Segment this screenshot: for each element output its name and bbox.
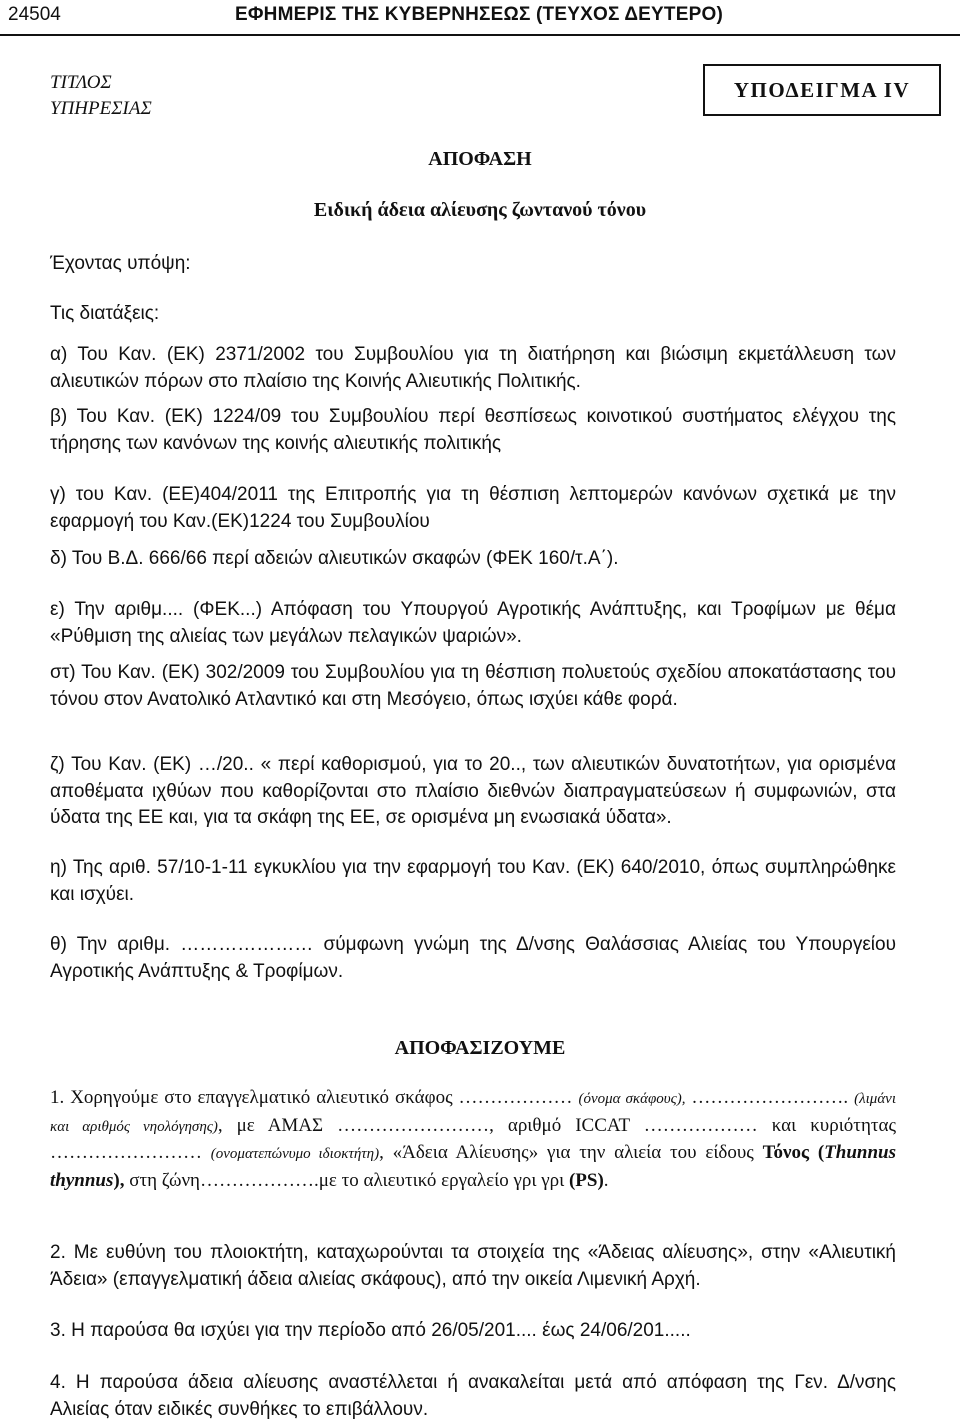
- item1-text-a: 1. Χορηγούμε στο επαγγελματικό αλιευτικό σκάφος ………………: [50, 1087, 579, 1108]
- item1-gear: (PS): [568, 1169, 604, 1191]
- provision-th: θ) Την αριθμ. ………………… σύμφωνη γνώμη της Δ/νσης Θαλάσσιας Αλιείας του Υπουργείου Αγροτικής Ανάπτυξης & Τροφίμων.: [50, 934, 896, 982]
- we-decide-heading: ΑΠΟΦΑΣΙΖΟΥΜΕ: [394, 1037, 566, 1059]
- sample-label-box: [703, 64, 941, 116]
- decision-subtitle: Ειδική άδεια αλίευσης ζωντανού τόνου: [313, 199, 647, 221]
- gazette-title: ΕΦΗΜΕΡΙΣ ΤΗΣ ΚΥΒΕΡΝΗΣΕΩΣ (ΤΕΥΧΟΣ ΔΕΥΤΕΡΟ): [235, 4, 723, 25]
- item1-end: .: [603, 1169, 609, 1191]
- page-number: 24504: [8, 4, 61, 25]
- item-4: 4. Η παρούσα άδεια αλίευσης αναστέλλεται ή ανακαλείται μετά από απόφαση της Γεν. Δ/νσης Αλιείας όταν ειδικές συνθήκες το επιβάλλουν.: [50, 1372, 896, 1420]
- item1-note-port: (λιμάνι και αριθμός νηολόγησης): [50, 1091, 897, 1135]
- item1-text-b: …………………….: [691, 1087, 855, 1108]
- item1-text-d: , «Άδεια Αλίευσης» για την αλιεία του είδους: [379, 1142, 763, 1163]
- service-title: [50, 70, 152, 122]
- item1-species: Τόνος: [762, 1142, 810, 1163]
- item-2: 2. Με ευθύνη του πλοιοκτήτη, καταχωρούνται τα στοιχεία της «Άδειας αλίευσης», στην «Αλιευτική Άδεια» (επαγγελματική άδεια αλιείας σκάφους), από την οικεία Λιμενική Αρχή.: [50, 1242, 896, 1290]
- provision-e: ε) Την αριθμ.... (ΦΕΚ...) Απόφαση του Υπουργού Αγροτικής Ανάπτυξης, και Τροφίμων με θέμα «Ρύθμιση της αλιείας των μεγάλων πελαγικών ψαριών».: [50, 599, 896, 647]
- service-title-line2: ΥΠΗΡΕΣΙΑΣ: [50, 98, 152, 119]
- provision-c: γ) του Καν. (ΕΕ)404/2011 της Επιτροπής για τη θέσπιση λεπτομερών κανόνων σχετικά με την εφαρμογή του Καν.(ΕΚ)1224 του Συμβουλίου: [50, 484, 896, 532]
- header-rule: [0, 34, 960, 36]
- provision-b: β) Του Καν. (ΕΚ) 1224/09 του Συμβουλίου περί θεσπίσεως κοινοτικού συστήματος ελέγχου της τήρησης των κανόνων της κοινής αλιευτικής πολιτικής: [50, 406, 896, 454]
- provision-z: ζ) Του Καν. (ΕΚ) …/20.. « περί καθορισμού, για το 20.., των αλιευτικών δυνατοτήτων, για ορισμένα αποθέματα ιχθύων που καθορίζονται στο πλαίσιο διεθνών διαπραγματεύσεων ή συμφωνιών, στα ύδατα της ΕΕ και, για τα σκάφη της ΕΕ, σε ορισμένα μη ενωσιακά ύδατα».: [50, 754, 896, 828]
- item-3: 3. Η παρούσα θα ισχύει για την περίοδο από 26/05/201.... έως 24/06/201.....: [50, 1320, 691, 1341]
- provision-h: η) Της αριθ. 57/10-1-11 εγκυκλίου για την εφαρμογή του Καν. (ΕΚ) 640/2010, όπως συμπληρώθηκε και ισχύει.: [50, 857, 896, 905]
- item1-text-e: στη ζώνη……………….με το αλιευτικό εργαλείο γρι γρι: [124, 1169, 569, 1191]
- item1-note-owner: (ονοματεπώνυμο ιδιοκτήτη): [210, 1146, 380, 1162]
- item1-latin-name: Thunnus thynnus: [50, 1142, 896, 1191]
- provision-a: α) Του Καν. (ΕΚ) 2371/2002 του Συμβουλίου για τη διατήρηση και βιώσιμη εκμετάλλευση των αλιευτικών πόρων στο πλαίσιο της Κοινής Αλιευτικής Πολιτικής.: [50, 344, 896, 392]
- provisions-label: Τις διατάξεις:: [50, 303, 160, 324]
- provision-d: δ) Του Β.Δ. 666/66 περί αδειών αλιευτικών σκαφών (ΦΕΚ 160/τ.Α΄).: [50, 548, 619, 569]
- item-1: [50, 1085, 896, 1194]
- provision-st: στ) Του Καν. (ΕΚ) 302/2009 του Συμβουλίου για τη θέσπιση πολυετούς σχεδίου αποκατάστασης του τόνου στον Ανατολικό Ατλαντικό και στη Μεσόγειο, όπως ισχύει κάθε φορά.: [50, 662, 896, 710]
- item1-latin-open: (: [809, 1142, 825, 1163]
- having-regard: Έχοντας υπόψη:: [50, 253, 191, 274]
- decision-title: ΑΠΟΦΑΣΗ: [428, 148, 532, 170]
- service-title-line1: ΤΙΤΛΟΣ: [50, 72, 112, 93]
- item1-note-vessel: (όνομα σκάφους),: [578, 1091, 686, 1107]
- item1-latin-close: ),: [113, 1169, 125, 1191]
- sample-label: ΥΠΟΔΕΙΓΜΑ IV: [733, 77, 911, 102]
- item1-text-c: , με ΑΜΑΣ ……………………, αριθμό ICCAT ……………… και κυριότητας ……………………: [50, 1114, 896, 1163]
